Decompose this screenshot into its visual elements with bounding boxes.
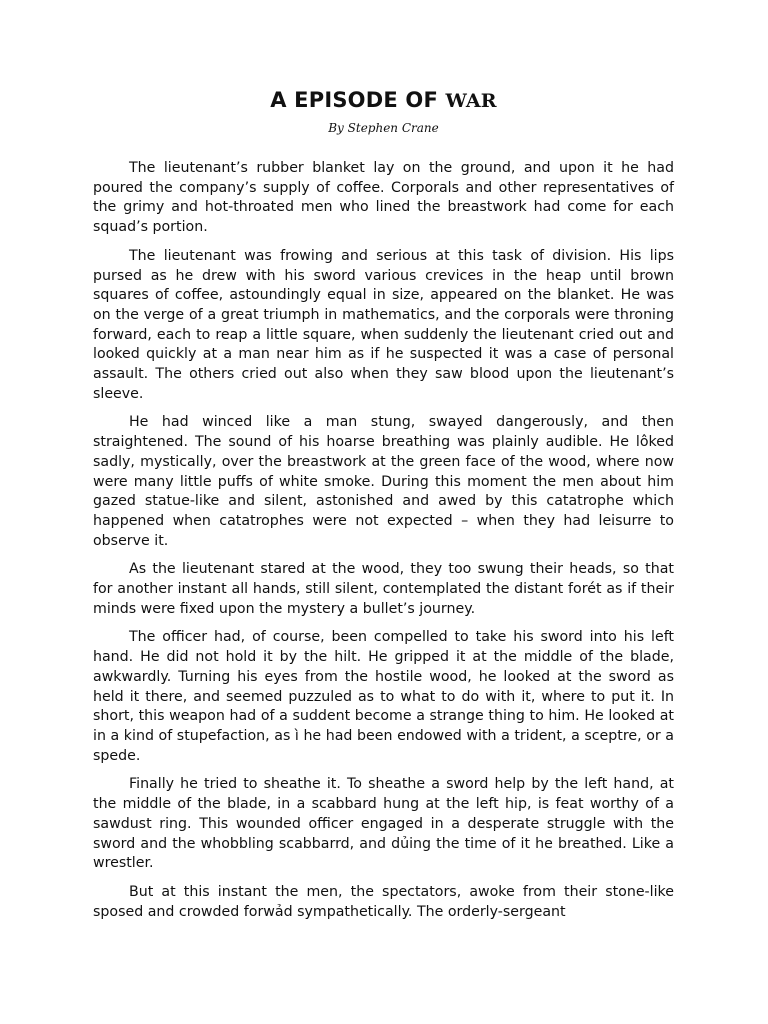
paragraph: He had winced like a man stung, swayed dangerously, and then straightened. The sound of his hoarse breathing was plainly audible. He lôked sadly, mystically, over the breastwork at the green face of the wood, where now were many little puffs of white smoke. During this moment the men about him gazed statue-like and silent, astonished and awed by this catatrophe which happened when catatrophes were not expected – when they had leisurre to observe it.: [93, 414, 674, 549]
author-byline: By Stephen Crane: [328, 121, 439, 135]
title-main: A EPISODE OF: [270, 88, 446, 112]
paragraph: The officer had, of course, been compelled to take his sword into his left hand. He did not hold it by the hilt. He gripped it at the middle of the blade, awkwardly. Turning his eyes from the hostile wood, he looked at the sword as held it there, and seemed puzzuled as to what to do with it, where to put it. In short, this weapon had of a suddent become a strange thing to him. He looked at in a kind of stupefaction, as ì he had been endowed with a trident, a sceptre, or a spede.: [93, 629, 674, 764]
story-body: [93, 159, 674, 922]
document-title: [93, 86, 674, 115]
title-war: WAR: [445, 90, 497, 112]
paragraph: Finally he tried to sheathe it. To sheathe a sword help by the left hand, at the middle of the blade, in a scabbard hung at the left hip, is feat worthy of a sawdust ring. This wounded officer engaged in a desperate struggle with the sword and the whobbling scabbarrd, and dủing the time of it he breathed. Like a wrestler.: [93, 776, 674, 872]
paragraph: The lieutenant’s rubber blanket lay on the ground, and upon it he had poured the company’s supply of coffee. Corporals and other representatives of the grimy and hot-throated men who lined the breastwork had come for each squad’s portion.: [93, 160, 674, 236]
paragraph: The lieutenant was frowing and serious at this task of division. His lips pursed as he drew with his sword various crevices in the heap until brown squares of coffee, astoundingly equal in size, appeared on the blanket. He was on the verge of a great triumph in mathematics, and the corporals were throning forward, each to reap a little square, when suddenly the lieutenant cried out and looked quickly at a man near him as if he suspected it was a case of personal assault. The others cried out also when they saw blood upon the lieutenant’s sleeve.: [93, 247, 674, 402]
paragraph: As the lieutenant stared at the wood, they too swung their heads, so that for another instant all hands, still silent, contemplated the distant forét as if their minds were fixed upon the mystery a bullet’s journey.: [93, 561, 674, 617]
paragraph: But at this instant the men, the spectators, awoke from their stone-like sposed and crowded forwảd sympathetically. The orderly-sergeant: [93, 883, 674, 920]
document-page: [93, 86, 674, 931]
